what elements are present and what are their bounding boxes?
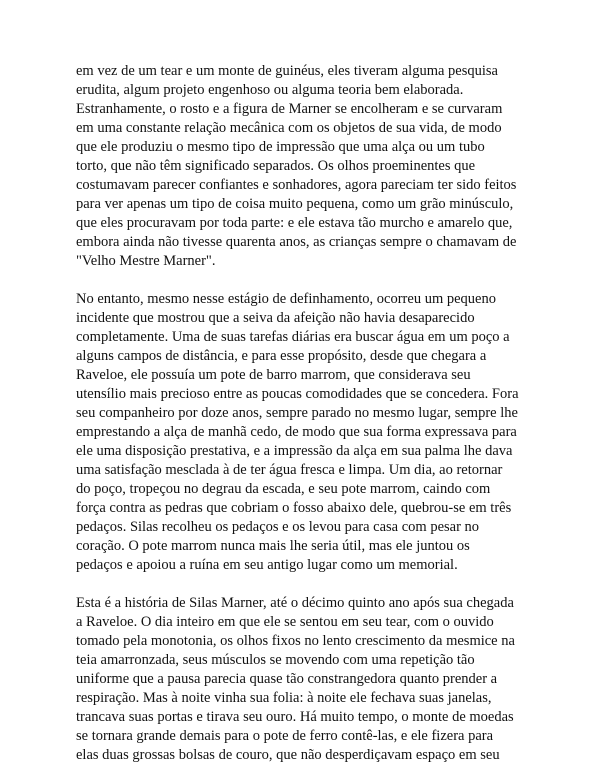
text-line: coração. O pote marrom nunca mais lhe seria útil, mas ele juntou os	[76, 538, 470, 554]
text-line: costumavam parecer confiantes e sonhadores, agora pareciam ter sido feitos	[76, 177, 517, 193]
text-line: do poço, tropeçou no degrau da escada, e seu pote marrom, caindo com	[76, 481, 491, 497]
text-line: Raveloe, ele possuía um pote de barro marrom, que considerava seu	[76, 367, 471, 383]
text-line: teia amarronzada, seus músculos se movendo com uma repetição tão	[76, 652, 475, 668]
text-line: "Velho Mestre Marner".	[76, 253, 216, 269]
text-line: utensílio mais precioso entre as poucas comodidades que se concedera. Fora	[76, 386, 519, 402]
text-line: ele uma disposição prestativa, e a impressão da alça em sua palma lhe dava	[76, 443, 513, 459]
text-line: erudita, algum projeto engenhoso ou alguma teoria bem elaborada.	[76, 82, 464, 98]
text-line: pedaços. Silas recolheu os pedaços e os levou para casa com pesar no	[76, 519, 480, 535]
paragraph-1	[76, 62, 532, 271]
text-line: a Raveloe. O dia inteiro em que ele se sentou em seu tear, com o ouvido	[76, 614, 494, 630]
text-line: uma satisfação mesclada à de ter água fresca e limpa. Um dia, ao retornar	[76, 462, 503, 478]
text-line: pedaços e apoiou a ruína em seu antigo lugar como um memorial.	[76, 557, 458, 573]
text-line: embora ainda não tivesse quarenta anos, as crianças sempre o chamavam de	[76, 234, 517, 250]
text-line: Esta é a história de Silas Marner, até o décimo quinto ano após sua chegada	[76, 595, 514, 611]
text-line: uniforme que a pausa parecia quase tão constrangedora quanto prender a	[76, 671, 498, 687]
text-line: seu companheiro por doze anos, sempre parado no mesmo lugar, sempre lhe	[76, 405, 518, 421]
text-line: força contra as pedras que cobriam o fosso abaixo dele, quebrou-se em três	[76, 500, 512, 516]
text-line: se tornara grande demais para o pote de ferro contê-las, e ele fizera para	[76, 728, 494, 744]
text-line: que ele produziu o mesmo tipo de impressão que uma alça ou um tubo	[76, 139, 485, 155]
text-line: alguns campos de distância, e para esse propósito, desde que chegara a	[76, 348, 487, 364]
text-line: torto, que não têm significado separados. Os olhos proeminentes que	[76, 158, 476, 174]
text-line: Estranhamente, o rosto e a figura de Marner se encolheram e se curvaram	[76, 101, 503, 117]
text-line: em vez de um tear e um monte de guinéus, eles tiveram alguma pesquisa	[76, 63, 498, 79]
text-line: trancava suas portas e tirava seu ouro. Há muito tempo, o monte de moedas	[76, 709, 514, 725]
text-line: elas duas grossas bolsas de couro, que não desperdiçavam espaço em seu	[76, 747, 500, 763]
text-line: emprestando a alça de manhã cedo, de modo que sua forma expressava para	[76, 424, 517, 440]
paragraph-2	[76, 290, 532, 575]
text-line: em uma constante relação mecânica com os objetos de sua vida, de modo	[76, 120, 502, 136]
text-line: incidente que mostrou que a seiva da afeição não havia desaparecido	[76, 310, 475, 326]
body-text	[76, 62, 532, 784]
text-line: No entanto, mesmo nesse estágio de definhamento, ocorreu um pequeno	[76, 291, 496, 307]
text-line: tomado pela monotonia, os olhos fixos no lento crescimento da mesmice na	[76, 633, 515, 649]
text-line: completamente. Uma de suas tarefas diárias era buscar água em um poço a	[76, 329, 510, 345]
paragraph-3	[76, 594, 532, 765]
text-line: para ver apenas um tipo de coisa muito pequena, como um grão minúsculo,	[76, 196, 514, 212]
text-line: que eles procuravam por toda parte: e ele estava tão murcho e amarelo que,	[76, 215, 513, 231]
text-line: respiração. Mas à noite vinha sua folia: à noite ele fechava suas janelas,	[76, 690, 492, 706]
